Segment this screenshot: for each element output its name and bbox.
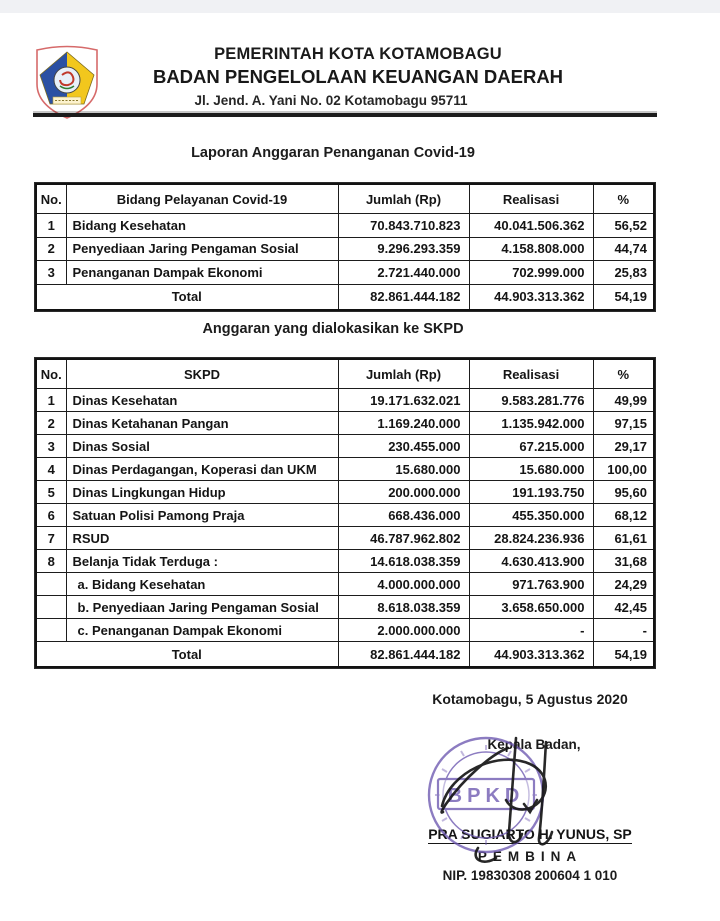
table-row [36,261,654,285]
col-header-realisasi: Realisasi [469,359,593,389]
cell-realisasi: 191.193.750 [469,481,593,504]
cell-jumlah: 46.787.962.802 [338,527,469,550]
stamp-label: BPKD [447,785,525,807]
cell-no: 4 [36,458,66,481]
cell-realisasi: 1.135.942.000 [469,412,593,435]
table-row [36,458,654,481]
cell-name: Satuan Polisi Pamong Praja [66,504,338,527]
stamp-and-signature [408,722,622,872]
cell-jumlah: 230.455.000 [338,435,469,458]
table-row [36,481,654,504]
table-row [36,435,654,458]
cell-realisasi: - [469,619,593,642]
cell-no: 2 [36,412,66,435]
table-row [36,504,654,527]
cell-realisasi: 3.658.650.000 [469,596,593,619]
cell-no: 2 [36,237,66,261]
cell-name: Bidang Kesehatan [66,214,338,238]
cell-pct: 42,45 [593,596,654,619]
cell-name: c. Penanganan Dampak Ekonomi [66,619,338,642]
covid-report-title: Laporan Anggaran Penanganan Covid-19 [191,145,475,161]
letterhead-agency-name: BADAN PENGELOLAAN KEUANGAN DAERAH [152,66,564,87]
cell-pct: 56,52 [593,214,654,238]
cell-realisasi: 971.763.900 [469,573,593,596]
cell-name: Penanganan Dampak Ekonomi [66,261,338,285]
cell-realisasi: 40.041.506.362 [469,214,593,238]
cell-jumlah: 9.296.293.359 [338,237,469,261]
letterhead-divider-rule [33,113,657,117]
cell-total-label: Total [36,284,338,310]
cell-total-pct: 54,19 [593,284,654,310]
letterhead-address: Jl. Jend. A. Yani No. 02 Kotamobagu 95711 [194,93,468,108]
col-header-realisasi: Realisasi [469,184,593,214]
cell-total-label: Total [36,642,338,668]
cell-jumlah: 2.721.440.000 [338,261,469,285]
cell-realisasi: 4.158.808.000 [469,237,593,261]
cell-total-jumlah: 82.861.444.182 [338,284,469,310]
table-header-row [36,184,654,214]
table-subrow [36,619,654,642]
table-subrow [36,573,654,596]
table-total-row [36,642,654,668]
cell-no: 6 [36,504,66,527]
cell-no [36,619,66,642]
cell-no [36,573,66,596]
cell-pct: 97,15 [593,412,654,435]
cell-name: Penyediaan Jaring Pengaman Sosial [66,237,338,261]
cell-no: 3 [36,261,66,285]
cell-pct: - [593,619,654,642]
covid-budget-table [35,183,655,311]
table-row [36,412,654,435]
cell-realisasi: 28.824.236.936 [469,527,593,550]
cell-pct: 29,17 [593,435,654,458]
table-total-row [36,284,654,310]
cell-pct: 24,29 [593,573,654,596]
table-subrow [36,596,654,619]
col-header-pct: % [593,184,654,214]
cell-jumlah: 1.169.240.000 [338,412,469,435]
cell-name: Dinas Lingkungan Hidup [66,481,338,504]
col-header-no: No. [36,184,66,214]
table-row [36,214,654,238]
signatory-nip: NIP. 19830308 200604 1 010 [442,868,618,883]
skpd-allocation-title: Anggaran yang dialokasikan ke SKPD [202,321,464,337]
cell-jumlah: 4.000.000.000 [338,573,469,596]
cell-realisasi: 67.215.000 [469,435,593,458]
cell-realisasi: 9.583.281.776 [469,389,593,412]
cell-total-pct: 54,19 [593,642,654,668]
cell-no: 8 [36,550,66,573]
cell-jumlah: 15.680.000 [338,458,469,481]
cell-no: 3 [36,435,66,458]
cell-no [36,596,66,619]
cell-pct: 61,61 [593,527,654,550]
signatory-role: Kepala Badan, [487,737,581,752]
col-header-bidang: Bidang Pelayanan Covid-19 [66,184,338,214]
cell-realisasi: 15.680.000 [469,458,593,481]
col-header-pct: % [593,359,654,389]
cell-pct: 44,74 [593,237,654,261]
col-header-no: No. [36,359,66,389]
cell-name: Dinas Perdagangan, Koperasi dan UKM [66,458,338,481]
cell-name: b. Penyediaan Jaring Pengaman Sosial [66,596,338,619]
cell-pct: 100,00 [593,458,654,481]
cell-total-realisasi: 44.903.313.362 [469,642,593,668]
cell-jumlah: 70.843.710.823 [338,214,469,238]
letterhead-government-name: PEMERINTAH KOTA KOTAMOBAGU [214,45,502,63]
cell-total-jumlah: 82.861.444.182 [338,642,469,668]
cell-pct: 25,83 [593,261,654,285]
scan-top-strip [0,0,720,13]
cell-name: Dinas Ketahanan Pangan [66,412,338,435]
cell-no: 7 [36,527,66,550]
cell-pct: 68,12 [593,504,654,527]
cell-no: 1 [36,214,66,238]
cell-jumlah: 8.618.038.359 [338,596,469,619]
cell-no: 1 [36,389,66,412]
col-header-jumlah: Jumlah (Rp) [338,359,469,389]
cell-jumlah: 668.436.000 [338,504,469,527]
cell-jumlah: 14.618.038.359 [338,550,469,573]
col-header-jumlah: Jumlah (Rp) [338,184,469,214]
cell-realisasi: 702.999.000 [469,261,593,285]
skpd-allocation-table [35,358,655,668]
cell-jumlah: 19.171.632.021 [338,389,469,412]
cell-name: Dinas Sosial [66,435,338,458]
cell-name: Dinas Kesehatan [66,389,338,412]
cell-realisasi: 4.630.413.900 [469,550,593,573]
table-row [36,550,654,573]
table-row [36,527,654,550]
cell-jumlah: 2.000.000.000 [338,619,469,642]
cell-name: a. Bidang Kesehatan [66,573,338,596]
cell-pct: 95,60 [593,481,654,504]
signatory-name: PRA SUGIARTO H. YUNUS, SP [428,826,632,842]
table-header-row [36,359,654,389]
cell-total-realisasi: 44.903.313.362 [469,284,593,310]
table-row [36,389,654,412]
cell-name: Belanja Tidak Terduga : [66,550,338,573]
cell-no: 5 [36,481,66,504]
place-and-date: Kotamobagu, 5 Agustus 2020 [432,691,628,707]
cell-pct: 31,68 [593,550,654,573]
cell-pct: 49,99 [593,389,654,412]
col-header-skpd: SKPD [66,359,338,389]
cell-realisasi: 455.350.000 [469,504,593,527]
cell-name: RSUD [66,527,338,550]
cell-jumlah: 200.000.000 [338,481,469,504]
signatory-rank: PEMBINA [477,849,583,864]
table-row [36,237,654,261]
